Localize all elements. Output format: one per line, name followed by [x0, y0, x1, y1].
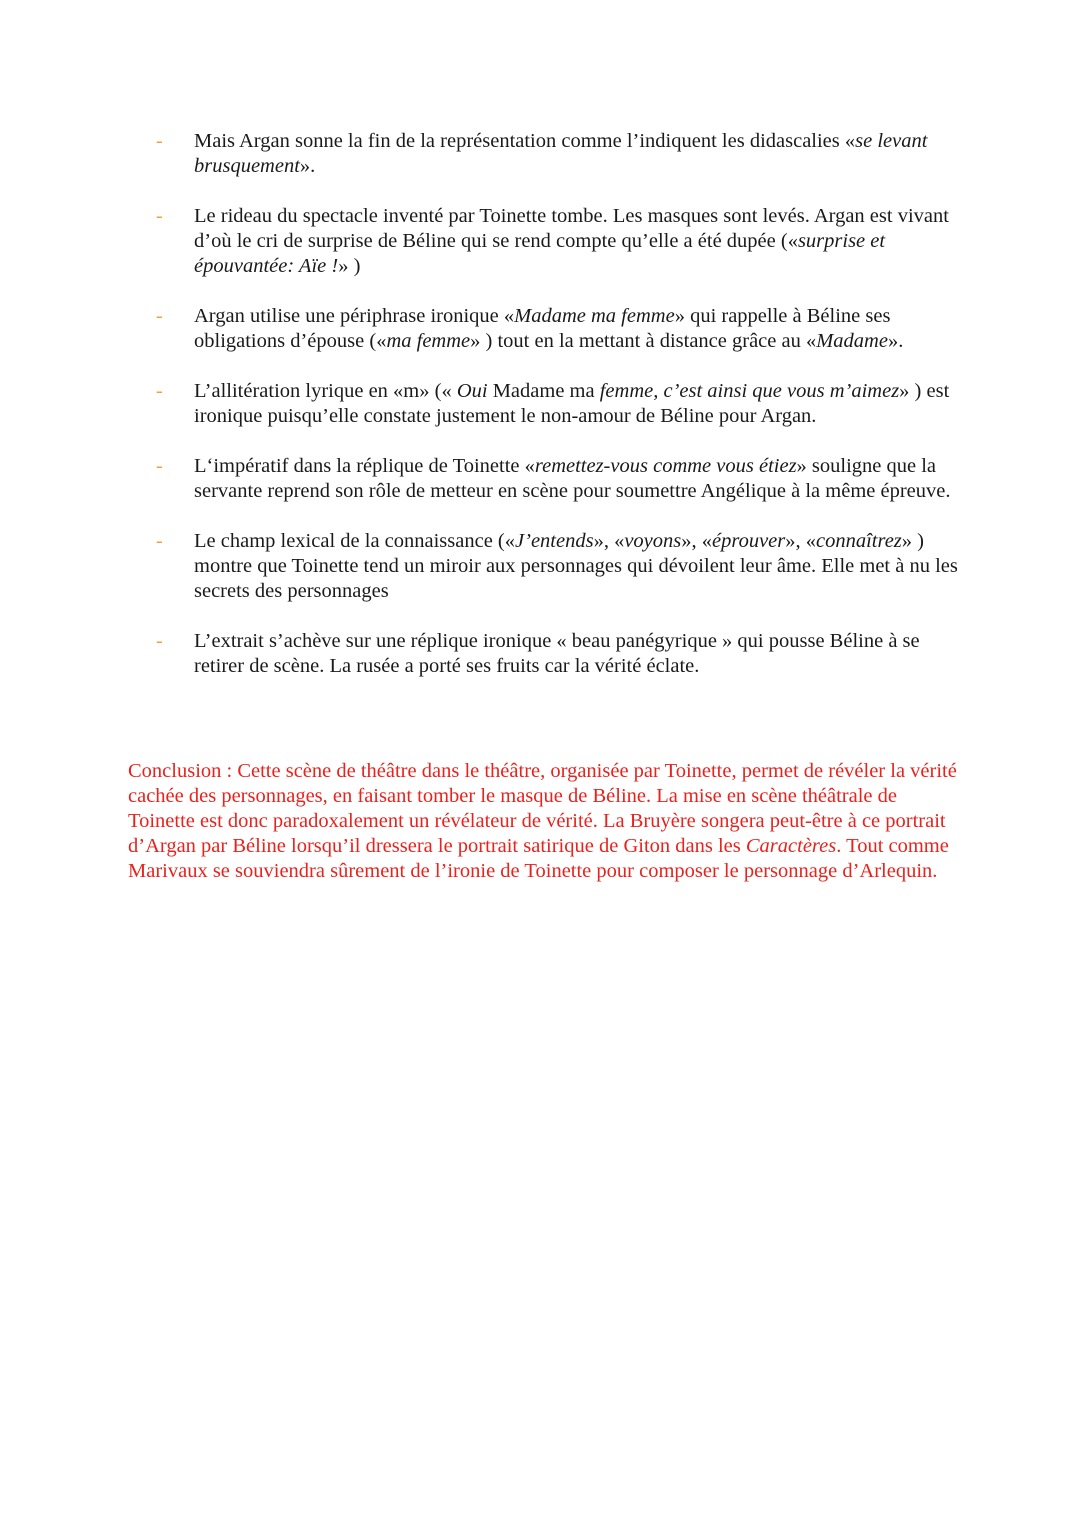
italic-quote: remettez-vous comme vous étiez [534, 455, 797, 477]
italic-quote: J’entends [515, 530, 594, 552]
italic-title: Caractères [745, 835, 837, 857]
text: ». [887, 330, 904, 352]
italic-quote: Madame [816, 330, 888, 352]
text: », « [681, 530, 712, 552]
text: Argan utilise une périphrase ironique « [194, 305, 515, 327]
italic-quote: Madame ma femme [514, 305, 675, 327]
text: Le champ lexical de la connaissance (« [194, 530, 516, 552]
italic-quote: surprise et épouvantée: Aïe ! [194, 230, 886, 277]
dash-bullet-icon: - [156, 305, 163, 327]
bullet-item-6 [150, 529, 960, 604]
text: » ) [338, 255, 361, 277]
italic-quote: femme, c’est ainsi que vous m’aimez [599, 380, 900, 402]
dash-bullet-icon: - [156, 205, 163, 227]
dash-bullet-icon: - [156, 380, 163, 402]
bullet-item-1 [150, 129, 960, 179]
analysis-bullet-list [150, 129, 960, 704]
text: L’extrait s’achève sur une réplique ironique « beau panégyrique » qui pousse Béline à se retirer de scène. La rusée a porté ses fruits car la vérité éclate. [194, 630, 920, 677]
text: » ) est ironique puisqu’elle constate justement le non-amour de Béline pour Argan. [194, 380, 950, 427]
text: », « [785, 530, 816, 552]
dash-bullet-icon: - [156, 530, 163, 552]
italic-quote: connaîtrez [816, 530, 902, 552]
text: » souligne que la servante reprend son rôle de metteur en scène pour soumettre Angélique à la même épreuve. [194, 455, 951, 502]
italic-quote: ma femme [386, 330, 471, 352]
text: », « [593, 530, 625, 552]
bullet-item-7 [150, 629, 960, 679]
dash-bullet-icon: - [156, 455, 163, 477]
text: Madame ma [487, 380, 600, 402]
text: Conclusion : Cette scène de théâtre dans le théâtre, organisée par Toinette, permet de révéler la vérité cachée des personnages, en faisant tomber le masque de Béline. La mise en scène théâtrale de Toinette est donc paradoxalement un révélateur de vérité. La Bruyère songera peut-être à ce portrait d’Argan par Béline lorsqu’il dressera le portrait satirique de Giton dans les [128, 760, 957, 857]
conclusion-paragraph [128, 759, 958, 884]
italic-quote: voyons [624, 530, 682, 552]
text: ». [299, 155, 316, 177]
italic-quote: se levant brusquement [194, 130, 928, 177]
italic-quote: Oui [456, 380, 488, 402]
text: . Tout comme Marivaux se souviendra sûrement de l’ironie de Toinette pour composer le personnage d’Arlequin. [128, 835, 949, 882]
text: » ) montre que Toinette tend un miroir aux personnages qui dévoilent leur âme. Elle met à nu les secrets des personnages [194, 530, 958, 602]
text: L’allitération lyrique en «m» (« [194, 380, 457, 402]
italic-quote: éprouver [712, 530, 786, 552]
text: L‘impératif dans la réplique de Toinette « [194, 455, 535, 477]
text: » qui rappelle à Béline ses obligations d’épouse (« [194, 305, 891, 352]
text: » ) tout en la mettant à distance grâce au « [470, 330, 817, 352]
bullet-item-4 [150, 379, 960, 429]
text: Le rideau du spectacle inventé par Toinette tombe. Les masques sont levés. Argan est vivant d’où le cri de surprise de Béline qui se rend compte qu’elle a été dupée (« [194, 205, 949, 252]
bullet-item-3 [150, 304, 960, 354]
dash-bullet-icon: - [156, 630, 163, 652]
bullet-item-2 [150, 204, 960, 279]
bullet-item-5 [150, 454, 960, 504]
text: Mais Argan sonne la fin de la représentation comme l’indiquent les didascalies « [194, 130, 856, 152]
dash-bullet-icon: - [156, 130, 163, 152]
